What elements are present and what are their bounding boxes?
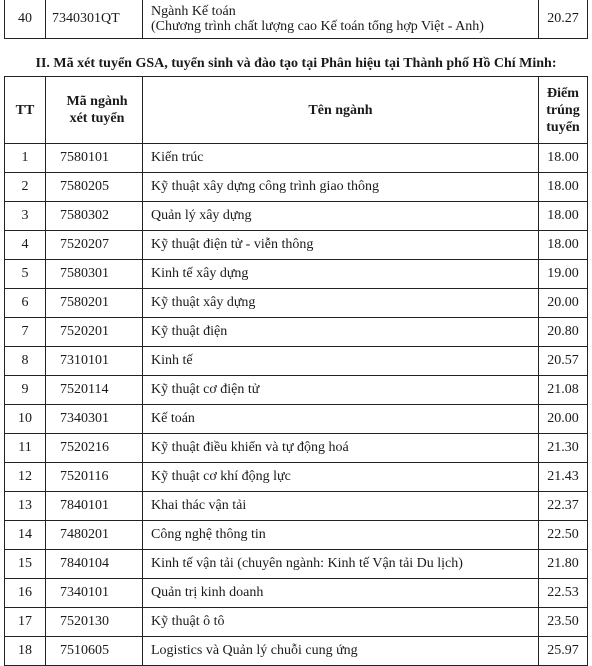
row-number: 10 xyxy=(5,405,46,434)
major-code: 7310101 xyxy=(46,347,143,376)
cutoff-score: 18.00 xyxy=(539,173,588,202)
table-row xyxy=(5,0,588,39)
major-name-line2: (Chương trình chất lượng cao Kế toán tổng hợp Việt - Anh) xyxy=(151,19,484,34)
row-number: 9 xyxy=(5,376,46,405)
major-name: Kỹ thuật điện tử - viễn thông xyxy=(143,231,539,260)
major-name: Kinh tế xyxy=(143,347,539,376)
table-row xyxy=(5,608,588,637)
row-number: 17 xyxy=(5,608,46,637)
table-row xyxy=(5,492,588,521)
cutoff-score: 23.50 xyxy=(539,608,588,637)
major-code: 7510605 xyxy=(46,637,143,666)
cutoff-score: 20.00 xyxy=(539,289,588,318)
row-number: 6 xyxy=(5,289,46,318)
table-row xyxy=(5,347,588,376)
major-code: 7580205 xyxy=(46,173,143,202)
header-tt: TT xyxy=(5,77,46,144)
section-heading: II. Mã xét tuyển GSA, tuyển sinh và đào tạo tại Phân hiệu tại Thành phố Hồ Chí Minh: xyxy=(35,56,557,71)
row-number: 15 xyxy=(5,550,46,579)
cutoff-score: 21.30 xyxy=(539,434,588,463)
row-number: 4 xyxy=(5,231,46,260)
table-row xyxy=(5,289,588,318)
table-row xyxy=(5,318,588,347)
table-body xyxy=(5,144,588,666)
cutoff-score: 25.97 xyxy=(539,637,588,666)
major-name: Kỹ thuật xây dựng công trình giao thông xyxy=(143,173,539,202)
row-number: 1 xyxy=(5,144,46,173)
row-number: 40 xyxy=(5,0,46,39)
major-code: 7480201 xyxy=(46,521,143,550)
major-code: 7520201 xyxy=(46,318,143,347)
cutoff-score: 18.00 xyxy=(539,202,588,231)
header-score-line2: trúng xyxy=(546,102,580,118)
table-row xyxy=(5,637,588,666)
cutoff-score: 18.00 xyxy=(539,144,588,173)
table-row xyxy=(5,231,588,260)
major-name: Kỹ thuật cơ điện tử xyxy=(143,376,539,405)
table-header-row xyxy=(5,77,588,144)
row-number: 3 xyxy=(5,202,46,231)
row-number: 7 xyxy=(5,318,46,347)
major-name: Kinh tế vận tải (chuyên ngành: Kinh tế Vận tải Du lịch) xyxy=(143,550,539,579)
major-name: Kiến trúc xyxy=(143,144,539,173)
header-code-line2: xét tuyển xyxy=(69,111,125,126)
major-name: Kỹ thuật ô tô xyxy=(143,608,539,637)
row-number: 2 xyxy=(5,173,46,202)
table-row xyxy=(5,463,588,492)
major-code: 7580201 xyxy=(46,289,143,318)
cutoff-score: 21.80 xyxy=(539,550,588,579)
row-number: 14 xyxy=(5,521,46,550)
table-row xyxy=(5,434,588,463)
major-name-line1: Ngành Kế toán xyxy=(151,4,236,19)
table-row xyxy=(5,173,588,202)
major-name: Quản lý xây dựng xyxy=(143,202,539,231)
major-name: Logistics và Quản lý chuỗi cung ứng xyxy=(143,637,539,666)
major-code: 7340301QT xyxy=(46,0,143,39)
table-row xyxy=(5,550,588,579)
admission-scores-table xyxy=(4,76,588,666)
row-number: 12 xyxy=(5,463,46,492)
major-name: Kỹ thuật xây dựng xyxy=(143,289,539,318)
table-row xyxy=(5,260,588,289)
header-code-line1: Mã ngành xyxy=(66,94,128,109)
major-code: 7520130 xyxy=(46,608,143,637)
major-code: 7580101 xyxy=(46,144,143,173)
cutoff-score: 21.08 xyxy=(539,376,588,405)
cutoff-score: 21.43 xyxy=(539,463,588,492)
header-name: Tên ngành xyxy=(143,77,539,144)
major-code: 7520114 xyxy=(46,376,143,405)
table-row xyxy=(5,405,588,434)
table-row xyxy=(5,202,588,231)
major-name: Kỹ thuật điện xyxy=(143,318,539,347)
major-code: 7520207 xyxy=(46,231,143,260)
cutoff-score: 20.57 xyxy=(539,347,588,376)
cutoff-score: 22.37 xyxy=(539,492,588,521)
table-row xyxy=(5,579,588,608)
header-score-line3: tuyển xyxy=(546,119,580,135)
major-code: 7840101 xyxy=(46,492,143,521)
table-row xyxy=(5,376,588,405)
major-code: 7840104 xyxy=(46,550,143,579)
cutoff-score: 18.00 xyxy=(539,231,588,260)
previous-section-table xyxy=(4,0,588,39)
row-number: 5 xyxy=(5,260,46,289)
major-name: Công nghệ thông tin xyxy=(143,521,539,550)
major-name: Kinh tế xây dựng xyxy=(143,260,539,289)
header-score-line1: Điểm xyxy=(547,85,579,101)
table-row xyxy=(5,521,588,550)
cutoff-score: 19.00 xyxy=(539,260,588,289)
row-number: 13 xyxy=(5,492,46,521)
row-number: 18 xyxy=(5,637,46,666)
major-code: 7520116 xyxy=(46,463,143,492)
row-number: 16 xyxy=(5,579,46,608)
header-code xyxy=(46,77,143,144)
major-code: 7520216 xyxy=(46,434,143,463)
major-name: Kỹ thuật điều khiển và tự động hoá xyxy=(143,434,539,463)
row-number: 8 xyxy=(5,347,46,376)
major-name: Kỹ thuật cơ khí động lực xyxy=(143,463,539,492)
cutoff-score: 22.50 xyxy=(539,521,588,550)
major-name xyxy=(143,0,539,39)
row-number: 11 xyxy=(5,434,46,463)
major-name: Quản trị kinh doanh xyxy=(143,579,539,608)
major-name: Khai thác vận tải xyxy=(143,492,539,521)
major-code: 7340101 xyxy=(46,579,143,608)
major-code: 7340301 xyxy=(46,405,143,434)
cutoff-score: 20.00 xyxy=(539,405,588,434)
cutoff-score: 20.80 xyxy=(539,318,588,347)
cutoff-score: 22.53 xyxy=(539,579,588,608)
major-code: 7580301 xyxy=(46,260,143,289)
table-row xyxy=(5,144,588,173)
header-score xyxy=(539,77,588,144)
cutoff-score: 20.27 xyxy=(539,0,588,39)
major-code: 7580302 xyxy=(46,202,143,231)
major-name: Kế toán xyxy=(143,405,539,434)
